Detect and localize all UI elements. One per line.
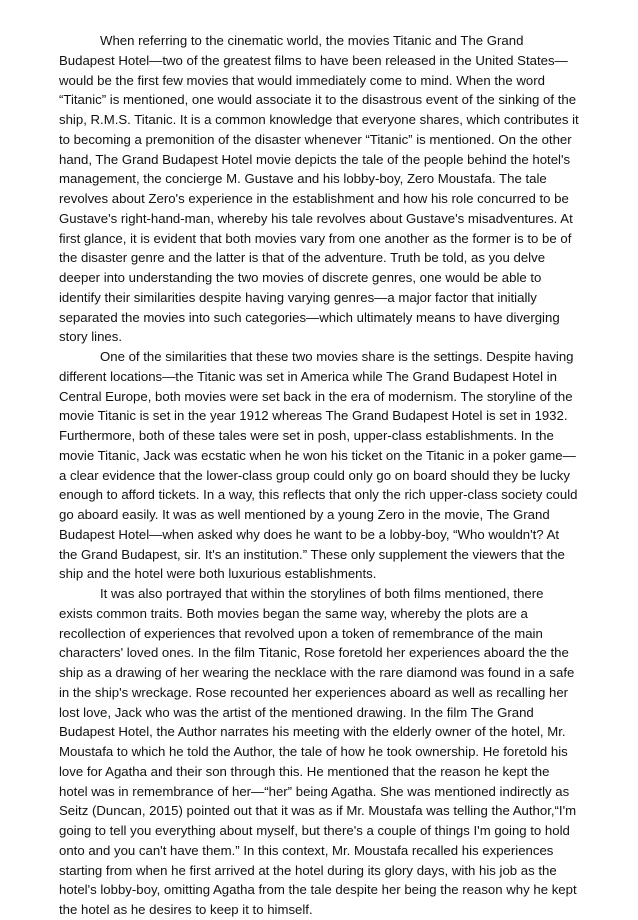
body-paragraph-1: When referring to the cinematic world, the movies Titanic and The Grand Budapest Hotel—two of the greatest films to have been released in the United States—would be the first few movies that would immediately come to mind. When the word “Titanic” is mentioned, one would associate it to the disastrous event of the sinking of the ship, R.M.S. Titanic. It is a common knowledge that everyone shares, which contributes it to becoming a premonition of the disaster whenever “Titanic” is mentioned. On the other hand, The Grand Budapest Hotel movie depicts the tale of the people behind the hotel's management, the concierge M. Gustave and his lobby-boy, Zero Moustafa. The tale revolves about Zero's experience in the establishment and how his role concurred to be Gustave's right-hand-man, whereby his tale revolves about Gustave's misadventures. At first glance, it is evident that both movies vary from one another as the former is to be of the disaster genre and the latter is that of the adventure. Truth be told, as you delve deeper into understanding the two movies of discrete genres, one would be able to identify their similarities despite having varying genres—a major factor that initially separated the movies into such categories—which ultimately means to have diverging story lines. [59, 33, 579, 345]
document-page [59, 31, 580, 920]
body-paragraph-2: One of the similarities that these two movies share is the settings. Despite having different locations—the Titanic was set in America while The Grand Budapest Hotel in Central Europe, both movies were set back in the era of modernism. The storyline of the movie Titanic is set in the year 1912 whereas The Grand Budapest Hotel is set in 1932. Furthermore, both of these tales were set in posh, upper-class establishments. In the movie Titanic, Jack was ecstatic when he won his ticket on the Titanic in a poker game—a clear evidence that the lower-class group could only go on board should they be lucky enough to afford tickets. In a way, this reflects that only the rich upper-class society could go aboard easily. It was as well mentioned by a young Zero in the movie, The Grand Budapest Hotel—when asked why does he want to be a lobby-boy, “Who wouldn't? At the Grand Budapest, sir. It's an institution.” These only supplement the viewers that the ship and the hotel were both luxurious establishments. [59, 349, 578, 582]
body-paragraph-3: It was also portrayed that within the storylines of both films mentioned, there exists common traits. Both movies began the same way, whereby the plots are a recollection of experiences that revolved upon a token of remembrance of the main characters' loved ones. In the film Titanic, Rose foretold her experiences aboard the the ship as a drawing of her wearing the necklace with the rare diamond was found in a safe in the ship's wreckage. Rose recounted her experiences aboard as well as recalling her lost love, Jack who was the artist of the mentioned drawing. In the film The Grand Budapest Hotel, the Author narrates his meeting with the elderly owner of the hotel, Mr. Moustafa to which he told the Author, the tale of how he took ownership. He foretold his love for Agatha and their son through this. He mentioned that the reason he kept the hotel was in remembrance of her—“her” being Agatha. She was mentioned indirectly as Seitz (Duncan, 2015) pointed out that it was as if Mr. Moustafa was telling the Author,“I'm going to tell you everything about myself, but there's a couple of things I'm going to hold onto and you can't have them.” In this context, Mr. Moustafa recalled his experiences starting from when he first arrived at the hotel during its glory days, with his job as the hotel's lobby-boy, omitting Agatha from the tale despite her being the reason why he kept the hotel as he desires to keep it to himself. [59, 586, 577, 917]
